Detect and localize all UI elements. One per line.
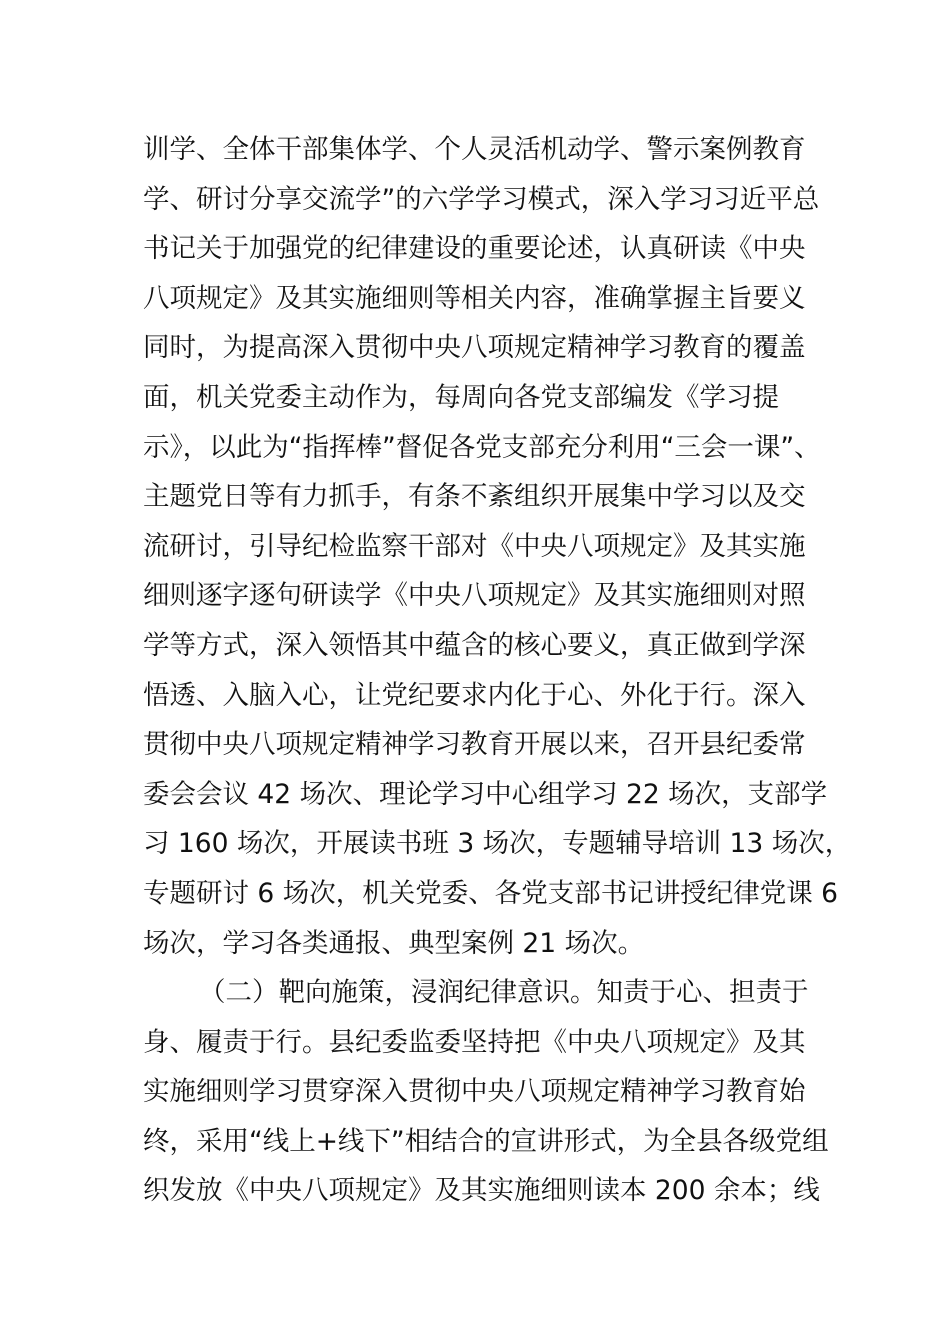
- text-line-3: 书记关于加强党的纪律建设的重要论述，认真研读《中央: [143, 233, 806, 265]
- text-line-15: 习 160 场次，开展读书班 3 场次，专题辅导培训 13 场次，: [143, 828, 852, 860]
- section-heading-line: （二）靶向施策，浸润纪律意识。知责于心、担责于: [199, 977, 809, 1009]
- text-line-5: 同时，为提高深入贯彻中央八项规定精神学习教育的覆盖: [143, 332, 806, 364]
- text-line-6: 面，机关党委主动作为，每周向各党支部编发《学习提: [143, 381, 779, 413]
- text-line-13: 贯彻中央八项规定精神学习教育开展以来，召开县纪委常: [143, 729, 806, 761]
- text-line-20: 实施细则学习贯穿深入贯彻中央八项规定精神学习教育始: [143, 1076, 806, 1108]
- text-line-11: 学等方式，深入领悟其中蕴含的核心要义，真正做到学深: [143, 629, 806, 661]
- text-line-10: 细则逐字逐句研读学《中央八项规定》及其实施细则对照: [143, 580, 806, 612]
- text-line-14: 委会会议 42 场次、理论学习中心组学习 22 场次，支部学: [143, 778, 828, 810]
- text-line-17: 场次，学习各类通报、典型案例 21 场次。: [143, 927, 645, 959]
- text-line-2: 学、研讨分享交流学”的六学学习模式，深入学习习近平总: [143, 183, 820, 215]
- text-line-16: 专题研讨 6 场次，机关党委、各党支部书记讲授纪律党课 6: [143, 877, 838, 909]
- text-line-21: 终，采用“线上+线下”相结合的宣讲形式，为全县各级党组: [143, 1125, 829, 1157]
- text-line-7: 示》，以此为“指挥棒”督促各党支部充分利用“三会一课”、: [143, 431, 821, 463]
- text-line-22: 织发放《中央八项规定》及其实施细则读本 200 余本；线: [143, 1175, 820, 1207]
- text-line-12: 悟透、入脑入心，让党纪要求内化于心、外化于行。深入: [143, 679, 806, 711]
- text-line-9: 流研讨，引导纪检监察干部对《中央八项规定》及其实施: [143, 530, 806, 562]
- text-line-4: 八项规定》及其实施细则等相关内容，准确掌握主旨要义: [143, 282, 806, 314]
- text-line-8: 主题党日等有力抓手，有条不紊组织开展集中学习以及交: [143, 481, 806, 513]
- body-text: [143, 125, 852, 1216]
- text-line-1: 训学、全体干部集体学、个人灵活机动学、警示案例教育: [143, 134, 806, 165]
- text-line-19: 身、履责于行。县纪委监委坚持把《中央八项规定》及其: [143, 1026, 806, 1058]
